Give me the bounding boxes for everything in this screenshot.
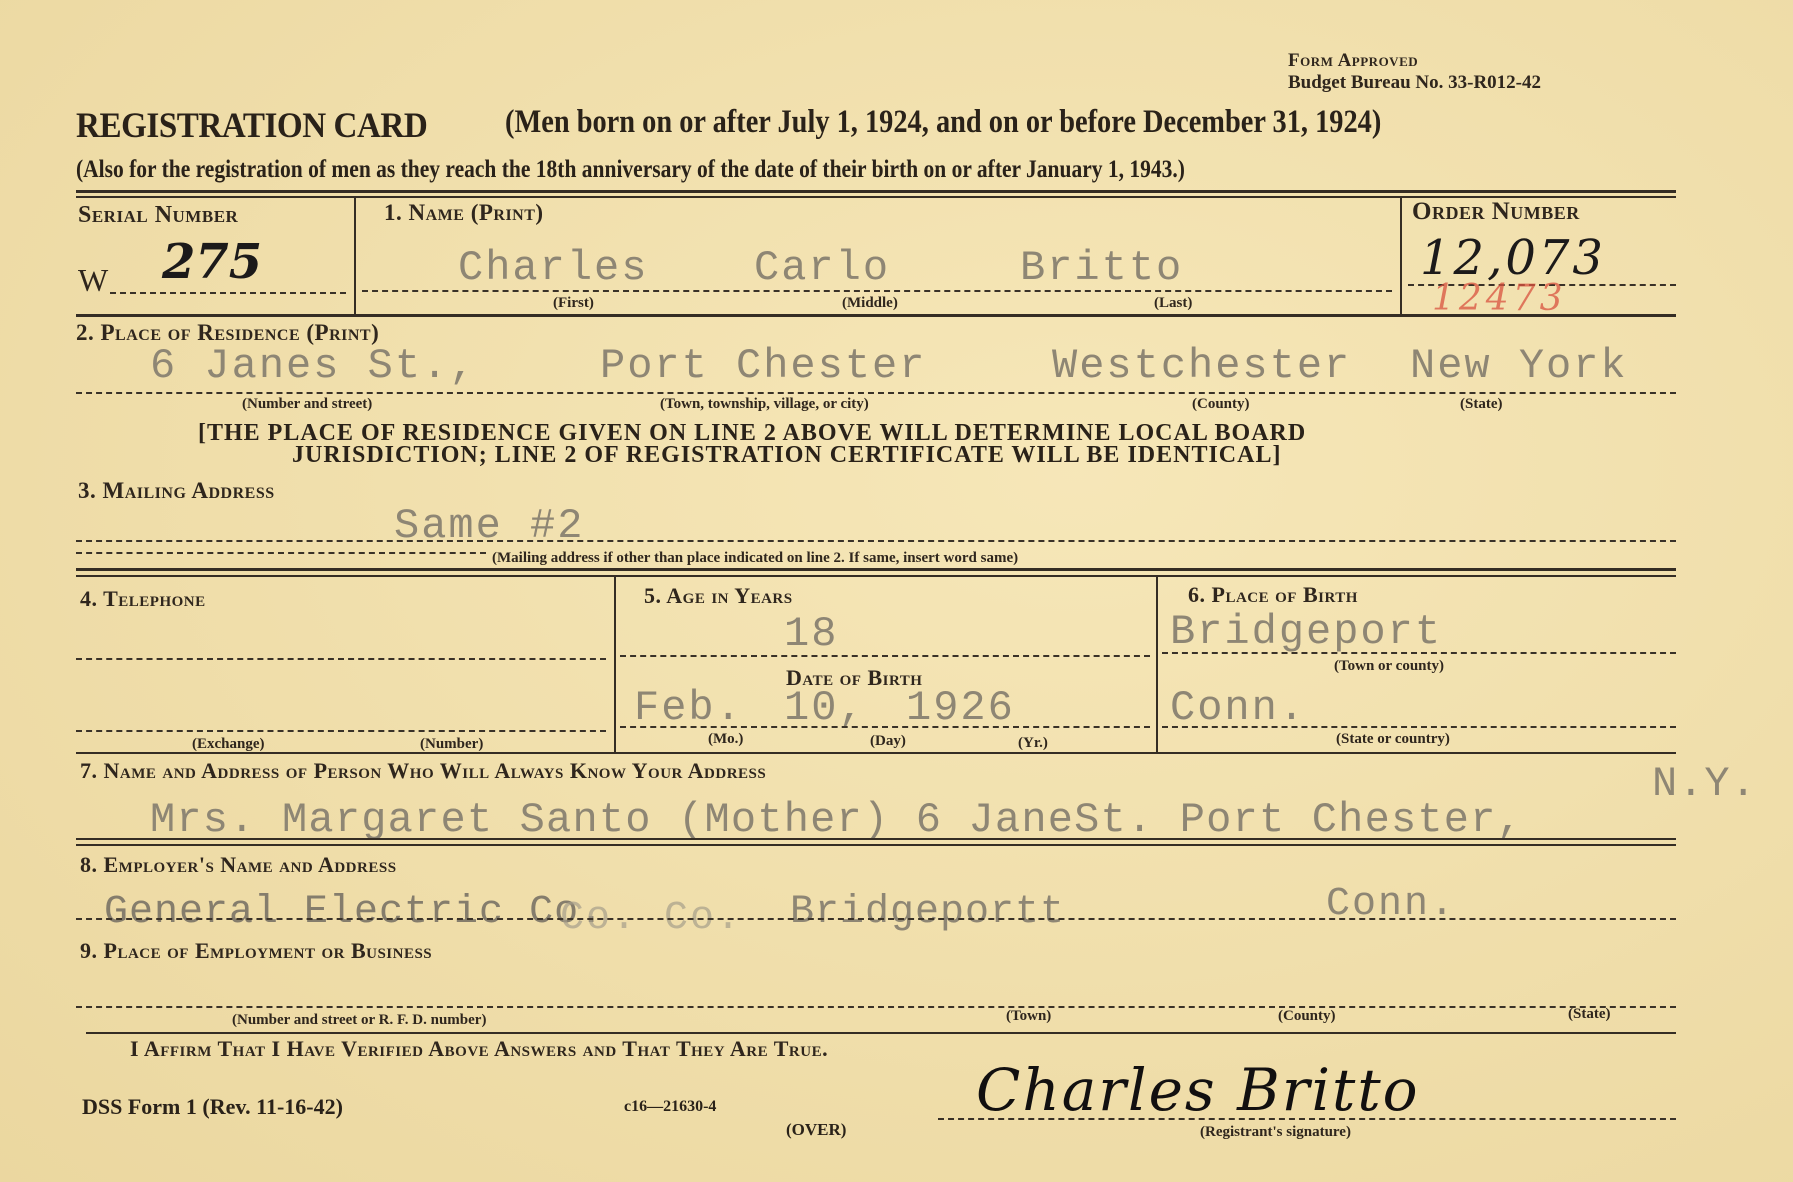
employer-state: Conn. [1326,882,1457,927]
dob-year: 1926 [906,684,1015,732]
name-middle-caption: (Middle) [842,295,898,311]
residence-county-caption: (County) [1192,396,1250,412]
signature-line [938,1118,1676,1120]
name-first: Charles [458,244,649,292]
dob-label: Date of Birth [786,665,923,690]
mailing-line-1 [76,540,1676,542]
order-struck-value: 12473 [1432,278,1567,319]
telephone-line-1 [76,658,606,660]
also-note: (Also for the registration of men as they reach the 18th anniversary of the date of their birth on or after January 1, 1943.) [76,156,1185,183]
rule-contact-bottom [76,838,1676,840]
employment-county-caption: (County) [1278,1008,1336,1024]
residence-state: New York [1410,342,1628,390]
dob-year-caption: (Yr.) [1018,735,1048,751]
residence-town-caption: (Town, township, village, or city) [660,396,869,412]
residence-label: 2. Place of Residence (Print) [76,320,380,345]
birthplace-town-line [1162,652,1676,654]
telephone-number-caption: (Number) [420,736,484,752]
employment-town-caption: (Town) [1006,1008,1052,1024]
serial-value: 275 [162,234,263,290]
employment-label: 9. Place of Employment or Business [80,938,433,963]
birthplace-state: Conn. [1170,684,1307,732]
form-id: DSS Form 1 (Rev. 11-16-42) [82,1094,343,1119]
order-label: Order Number [1412,198,1580,225]
age-label: 5. Age in Years [644,583,793,608]
telephone-line-2 [76,730,606,732]
telephone-label: 4. Telephone [80,586,206,611]
dob-month: Feb. [634,684,743,732]
birthplace-state-caption: (State or country) [1336,731,1450,747]
dob-day-caption: (Day) [870,733,906,749]
birthplace-town-caption: (Town or county) [1334,658,1445,674]
mailing-line-2 [76,552,486,554]
name-line [362,290,1392,292]
dob-day: 10, [784,684,866,732]
employer-line [76,918,1676,920]
serial-label: Serial Number [78,202,239,228]
mailing-label: 3. Mailing Address [78,478,275,503]
dob-line [620,726,1150,728]
divider-order [1400,196,1402,316]
affirmation: I Affirm That I Have Verified Above Answers and That They Are True. [130,1036,829,1061]
employment-state-caption: (State) [1568,1006,1611,1022]
divider-birthplace [1156,576,1158,752]
rule-mailing-bottom-inner [76,575,1676,577]
mailing-value: Same #2 [394,502,585,550]
residence-street: 6 Janes St., [150,342,477,390]
employer-value: General Electric Co. [104,890,605,935]
rule-mailing-bottom [76,568,1676,571]
card-title: REGISTRATION CARD [76,105,428,145]
residence-town: Port Chester [600,342,927,390]
name-last: Britto [1020,244,1184,292]
signature-caption: (Registrant's signature) [1200,1124,1351,1140]
employment-street-caption: (Number and street or R. F. D. number) [232,1012,487,1028]
budget-bureau: Budget Bureau No. 33-R012-42 [1288,72,1541,93]
registrant-signature: Charles Britto [976,1056,1420,1124]
employer-overstrike: Co. Co. [560,896,743,941]
dob-month-caption: (Mo.) [708,731,744,747]
jurisdiction-notice-line2: JURISDICTION; LINE 2 OF REGISTRATION CERTIFICATE WILL BE IDENTICAL] [292,442,1282,468]
rule-contact-bottom-inner [76,844,1676,846]
rule-affirm-top [86,1032,1676,1034]
eligibility-note: (Men born on or after July 1, 1924, and on or before December 31, 1924) [505,104,1382,140]
divider-serial [354,196,356,316]
employer-label: 8. Employer's Name and Address [80,852,397,877]
birthplace-state-line [1162,726,1676,728]
name-last-caption: (Last) [1154,295,1193,311]
name-label: 1. Name (Print) [384,200,544,225]
birthplace-label: 6. Place of Birth [1188,582,1358,607]
telephone-exchange-caption: (Exchange) [192,736,265,752]
contact-label: 7. Name and Address of Person Who Will Always Know Your Address [80,758,767,783]
mailing-caption: (Mailing address if other than place indicated on line 2. If same, insert word same) [492,550,1019,566]
serial-line [110,292,346,294]
employer-city: Bridgeportt [790,890,1066,935]
jurisdiction-notice-line1: [THE PLACE OF RESIDENCE GIVEN ON LINE 2 ABOVE WILL DETERMINE LOCAL BOARD [198,420,1307,446]
residence-county: Westchester [1052,342,1352,390]
rule-top [76,190,1676,193]
rule-row6-bottom [76,752,1676,754]
name-middle: Carlo [754,244,891,292]
birthplace-town: Bridgeport [1170,608,1443,656]
residence-state-caption: (State) [1460,396,1503,412]
over-note: (OVER) [786,1120,847,1139]
age-line [620,655,1150,657]
employment-line [76,1006,1676,1008]
serial-prefix: W [78,262,109,298]
divider-telephone [614,576,616,752]
order-value: 12,073 [1420,230,1606,286]
form-approved: Form Approved [1288,50,1419,71]
name-first-caption: (First) [553,295,594,311]
contact-value: Mrs. Margaret Santo (Mother) 6 JaneSt. Port Chester, [150,796,1524,844]
residence-street-caption: (Number and street) [242,396,373,412]
age-value: 18 [784,610,839,658]
contact-suffix: N.Y. [1652,760,1757,808]
residence-line [76,392,1676,394]
print-code: c16—21630-4 [624,1098,717,1115]
